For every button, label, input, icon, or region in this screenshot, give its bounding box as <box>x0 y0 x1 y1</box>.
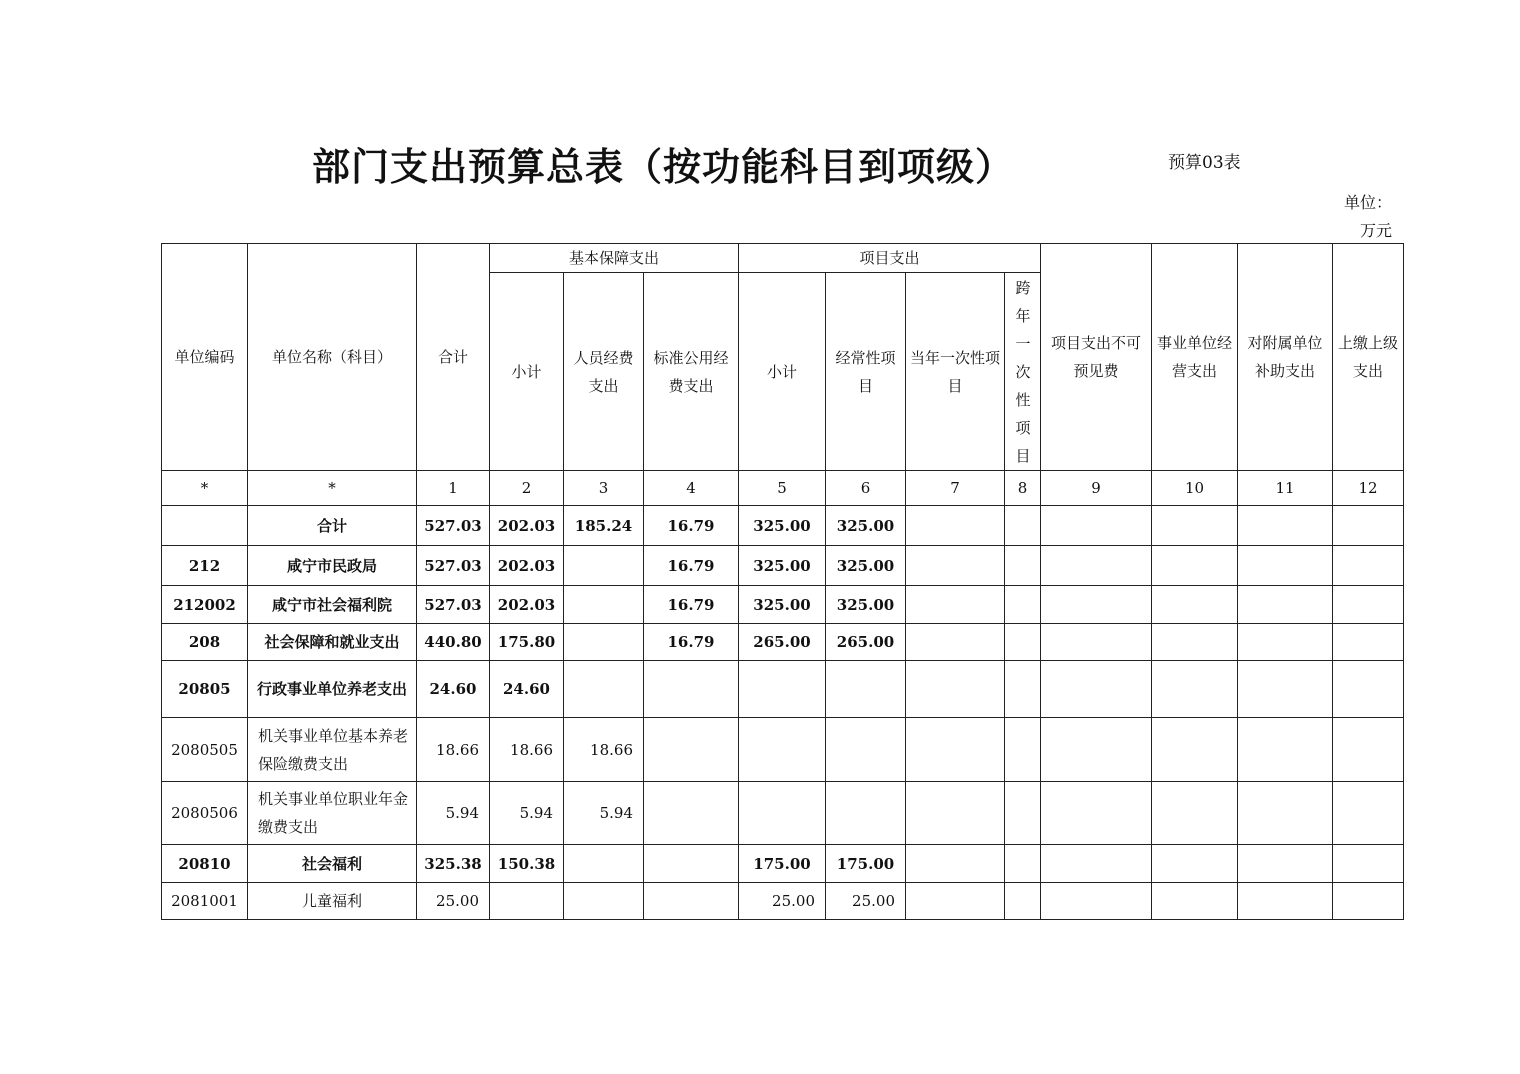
empty-cell <box>1041 624 1152 661</box>
empty-cell <box>1238 718 1333 782</box>
cell-standard-public <box>644 883 739 920</box>
cell-regular-project: 325.00 <box>826 546 906 586</box>
header-unit-code: 单位编码 <box>162 244 248 471</box>
table-number: 预算03表 <box>1168 153 1241 173</box>
cell-project-subtotal <box>739 718 826 782</box>
cell-personnel <box>564 546 644 586</box>
empty-cell <box>1238 506 1333 546</box>
unit-label: 单位： <box>1344 193 1393 212</box>
cell-basic-subtotal: 18.66 <box>490 718 564 782</box>
empty-cell <box>1152 546 1238 586</box>
cell-personnel <box>564 586 644 624</box>
cell-project-subtotal <box>739 782 826 845</box>
empty-cell <box>906 845 1005 883</box>
cell-project-subtotal: 325.00 <box>739 506 826 546</box>
cell-project-subtotal: 265.00 <box>739 624 826 661</box>
empty-cell <box>1238 883 1333 920</box>
header-project-group: 项目支出 <box>739 244 1041 273</box>
table-row <box>162 845 1404 883</box>
empty-cell <box>906 718 1005 782</box>
cell-unit-name: 行政事业单位养老支出 <box>248 661 417 718</box>
cell-unit-name: 机关事业单位职业年金缴费支出 <box>248 782 417 845</box>
empty-cell <box>1152 506 1238 546</box>
cell-standard-public: 16.79 <box>644 586 739 624</box>
empty-cell <box>906 661 1005 718</box>
cell-basic-subtotal: 150.38 <box>490 845 564 883</box>
cell-unit-code: 2081001 <box>162 883 248 920</box>
cell-total: 527.03 <box>417 506 490 546</box>
empty-cell <box>1333 506 1404 546</box>
cell-standard-public <box>644 782 739 845</box>
cell-unit-name: 社会福利 <box>248 845 417 883</box>
cell-project-subtotal: 325.00 <box>739 546 826 586</box>
unit-value: 万元 <box>1360 221 1393 240</box>
index-cell: 4 <box>644 471 739 506</box>
cell-unit-name: 咸宁市民政局 <box>248 546 417 586</box>
cell-standard-public: 16.79 <box>644 624 739 661</box>
cell-personnel: 18.66 <box>564 718 644 782</box>
empty-cell <box>1333 624 1404 661</box>
index-cell: 9 <box>1041 471 1152 506</box>
empty-cell <box>1005 624 1041 661</box>
empty-cell <box>1005 883 1041 920</box>
empty-cell <box>1238 782 1333 845</box>
cell-unit-code: 208 <box>162 624 248 661</box>
cell-unit-name: 咸宁市社会福利院 <box>248 586 417 624</box>
header-unit-name: 单位名称（科目） <box>248 244 417 471</box>
empty-cell <box>1152 883 1238 920</box>
table-row <box>162 546 1404 586</box>
header-regular-project: 经常性项目 <box>826 273 906 471</box>
cell-unit-code: 2080506 <box>162 782 248 845</box>
empty-cell <box>1041 845 1152 883</box>
empty-cell <box>1238 845 1333 883</box>
cell-basic-subtotal: 175.80 <box>490 624 564 661</box>
cell-regular-project: 175.00 <box>826 845 906 883</box>
empty-cell <box>1152 624 1238 661</box>
empty-cell <box>1333 782 1404 845</box>
table-row <box>162 782 1404 845</box>
empty-cell <box>1333 718 1404 782</box>
index-row <box>162 471 1404 506</box>
cell-unit-name: 机关事业单位基本养老保险缴费支出 <box>248 718 417 782</box>
index-cell: * <box>162 471 248 506</box>
header-basic-subtotal: 小计 <box>490 273 564 471</box>
cell-total: 527.03 <box>417 546 490 586</box>
cell-unit-code: 212 <box>162 546 248 586</box>
cell-total: 5.94 <box>417 782 490 845</box>
table-row <box>162 624 1404 661</box>
empty-cell <box>1041 718 1152 782</box>
header-standard-public: 标准公用经费支出 <box>644 273 739 471</box>
cell-standard-public <box>644 661 739 718</box>
index-cell: 11 <box>1238 471 1333 506</box>
empty-cell <box>1005 506 1041 546</box>
cell-regular-project: 325.00 <box>826 586 906 624</box>
cell-basic-subtotal: 24.60 <box>490 661 564 718</box>
index-cell: * <box>248 471 417 506</box>
empty-cell <box>1152 782 1238 845</box>
cell-personnel <box>564 883 644 920</box>
empty-cell <box>1041 883 1152 920</box>
empty-cell <box>1152 661 1238 718</box>
empty-cell <box>906 546 1005 586</box>
index-cell: 10 <box>1152 471 1238 506</box>
empty-cell <box>1238 624 1333 661</box>
cell-personnel <box>564 624 644 661</box>
cell-total: 24.60 <box>417 661 490 718</box>
index-cell: 1 <box>417 471 490 506</box>
header-basic-group: 基本保障支出 <box>490 244 739 273</box>
cell-regular-project: 265.00 <box>826 624 906 661</box>
cell-total: 18.66 <box>417 718 490 782</box>
cell-basic-subtotal: 202.03 <box>490 586 564 624</box>
header-subsidy: 对附属单位补助支出 <box>1238 244 1333 471</box>
empty-cell <box>906 883 1005 920</box>
table-row <box>162 586 1404 624</box>
cell-basic-subtotal: 202.03 <box>490 506 564 546</box>
empty-cell <box>1333 661 1404 718</box>
index-cell: 8 <box>1005 471 1041 506</box>
cell-unit-code: 20805 <box>162 661 248 718</box>
cell-total: 440.80 <box>417 624 490 661</box>
empty-cell <box>1005 661 1041 718</box>
index-cell: 12 <box>1333 471 1404 506</box>
empty-cell <box>1152 718 1238 782</box>
cell-project-subtotal: 325.00 <box>739 586 826 624</box>
empty-cell <box>1005 718 1041 782</box>
table-row <box>162 661 1404 718</box>
empty-cell <box>906 586 1005 624</box>
cell-unit-name: 合计 <box>248 506 417 546</box>
cell-regular-project <box>826 661 906 718</box>
empty-cell <box>1333 883 1404 920</box>
empty-cell <box>1005 586 1041 624</box>
cell-standard-public <box>644 718 739 782</box>
index-cell: 5 <box>739 471 826 506</box>
empty-cell <box>906 782 1005 845</box>
empty-cell <box>1005 546 1041 586</box>
page-title: 部门支出预算总表（按功能科目到项级） <box>312 145 1015 189</box>
cell-basic-subtotal <box>490 883 564 920</box>
cell-unit-name: 社会保障和就业支出 <box>248 624 417 661</box>
budget-table <box>161 243 1404 920</box>
table-row <box>162 506 1404 546</box>
empty-cell <box>1152 845 1238 883</box>
index-cell: 6 <box>826 471 906 506</box>
cell-basic-subtotal: 5.94 <box>490 782 564 845</box>
empty-cell <box>1041 586 1152 624</box>
cell-unit-code: 20810 <box>162 845 248 883</box>
empty-cell <box>1041 782 1152 845</box>
cell-standard-public: 16.79 <box>644 546 739 586</box>
table-row <box>162 718 1404 782</box>
empty-cell <box>1333 546 1404 586</box>
cell-regular-project <box>826 782 906 845</box>
empty-cell <box>906 624 1005 661</box>
empty-cell <box>1041 506 1152 546</box>
empty-cell <box>1152 586 1238 624</box>
header-personnel: 人员经费支出 <box>564 273 644 471</box>
cell-standard-public: 16.79 <box>644 506 739 546</box>
cell-total: 527.03 <box>417 586 490 624</box>
header-one-time-project: 当年一次性项目 <box>906 273 1005 471</box>
index-cell: 7 <box>906 471 1005 506</box>
empty-cell <box>906 506 1005 546</box>
cell-unit-name: 儿童福利 <box>248 883 417 920</box>
empty-cell <box>1333 845 1404 883</box>
cell-regular-project <box>826 718 906 782</box>
cell-project-subtotal <box>739 661 826 718</box>
cell-total: 25.00 <box>417 883 490 920</box>
header-project-subtotal: 小计 <box>739 273 826 471</box>
empty-cell <box>1238 546 1333 586</box>
header-remit-upper: 上缴上级支出 <box>1333 244 1404 471</box>
cell-personnel: 5.94 <box>564 782 644 845</box>
cell-unit-code: 212002 <box>162 586 248 624</box>
cell-unit-code: 2080505 <box>162 718 248 782</box>
empty-cell <box>1238 661 1333 718</box>
header-cross-year: 跨年一次性项目 <box>1015 278 1031 465</box>
cell-total: 325.38 <box>417 845 490 883</box>
empty-cell <box>1041 546 1152 586</box>
empty-cell <box>1041 661 1152 718</box>
empty-cell <box>1238 586 1333 624</box>
cell-project-subtotal: 25.00 <box>739 883 826 920</box>
cell-standard-public <box>644 845 739 883</box>
cell-personnel: 185.24 <box>564 506 644 546</box>
empty-cell <box>1005 845 1041 883</box>
empty-cell <box>1005 782 1041 845</box>
cell-regular-project: 325.00 <box>826 506 906 546</box>
header-business-ops: 事业单位经营支出 <box>1152 244 1238 471</box>
cell-personnel <box>564 661 644 718</box>
cell-basic-subtotal: 202.03 <box>490 546 564 586</box>
cell-unit-code <box>162 506 248 546</box>
header-total: 合计 <box>417 244 490 471</box>
empty-cell <box>1333 586 1404 624</box>
index-cell: 3 <box>564 471 644 506</box>
index-cell: 2 <box>490 471 564 506</box>
table-row <box>162 883 1404 920</box>
cell-regular-project: 25.00 <box>826 883 906 920</box>
cell-project-subtotal: 175.00 <box>739 845 826 883</box>
cell-personnel <box>564 845 644 883</box>
header-unforeseen: 项目支出不可预见费 <box>1041 244 1152 471</box>
